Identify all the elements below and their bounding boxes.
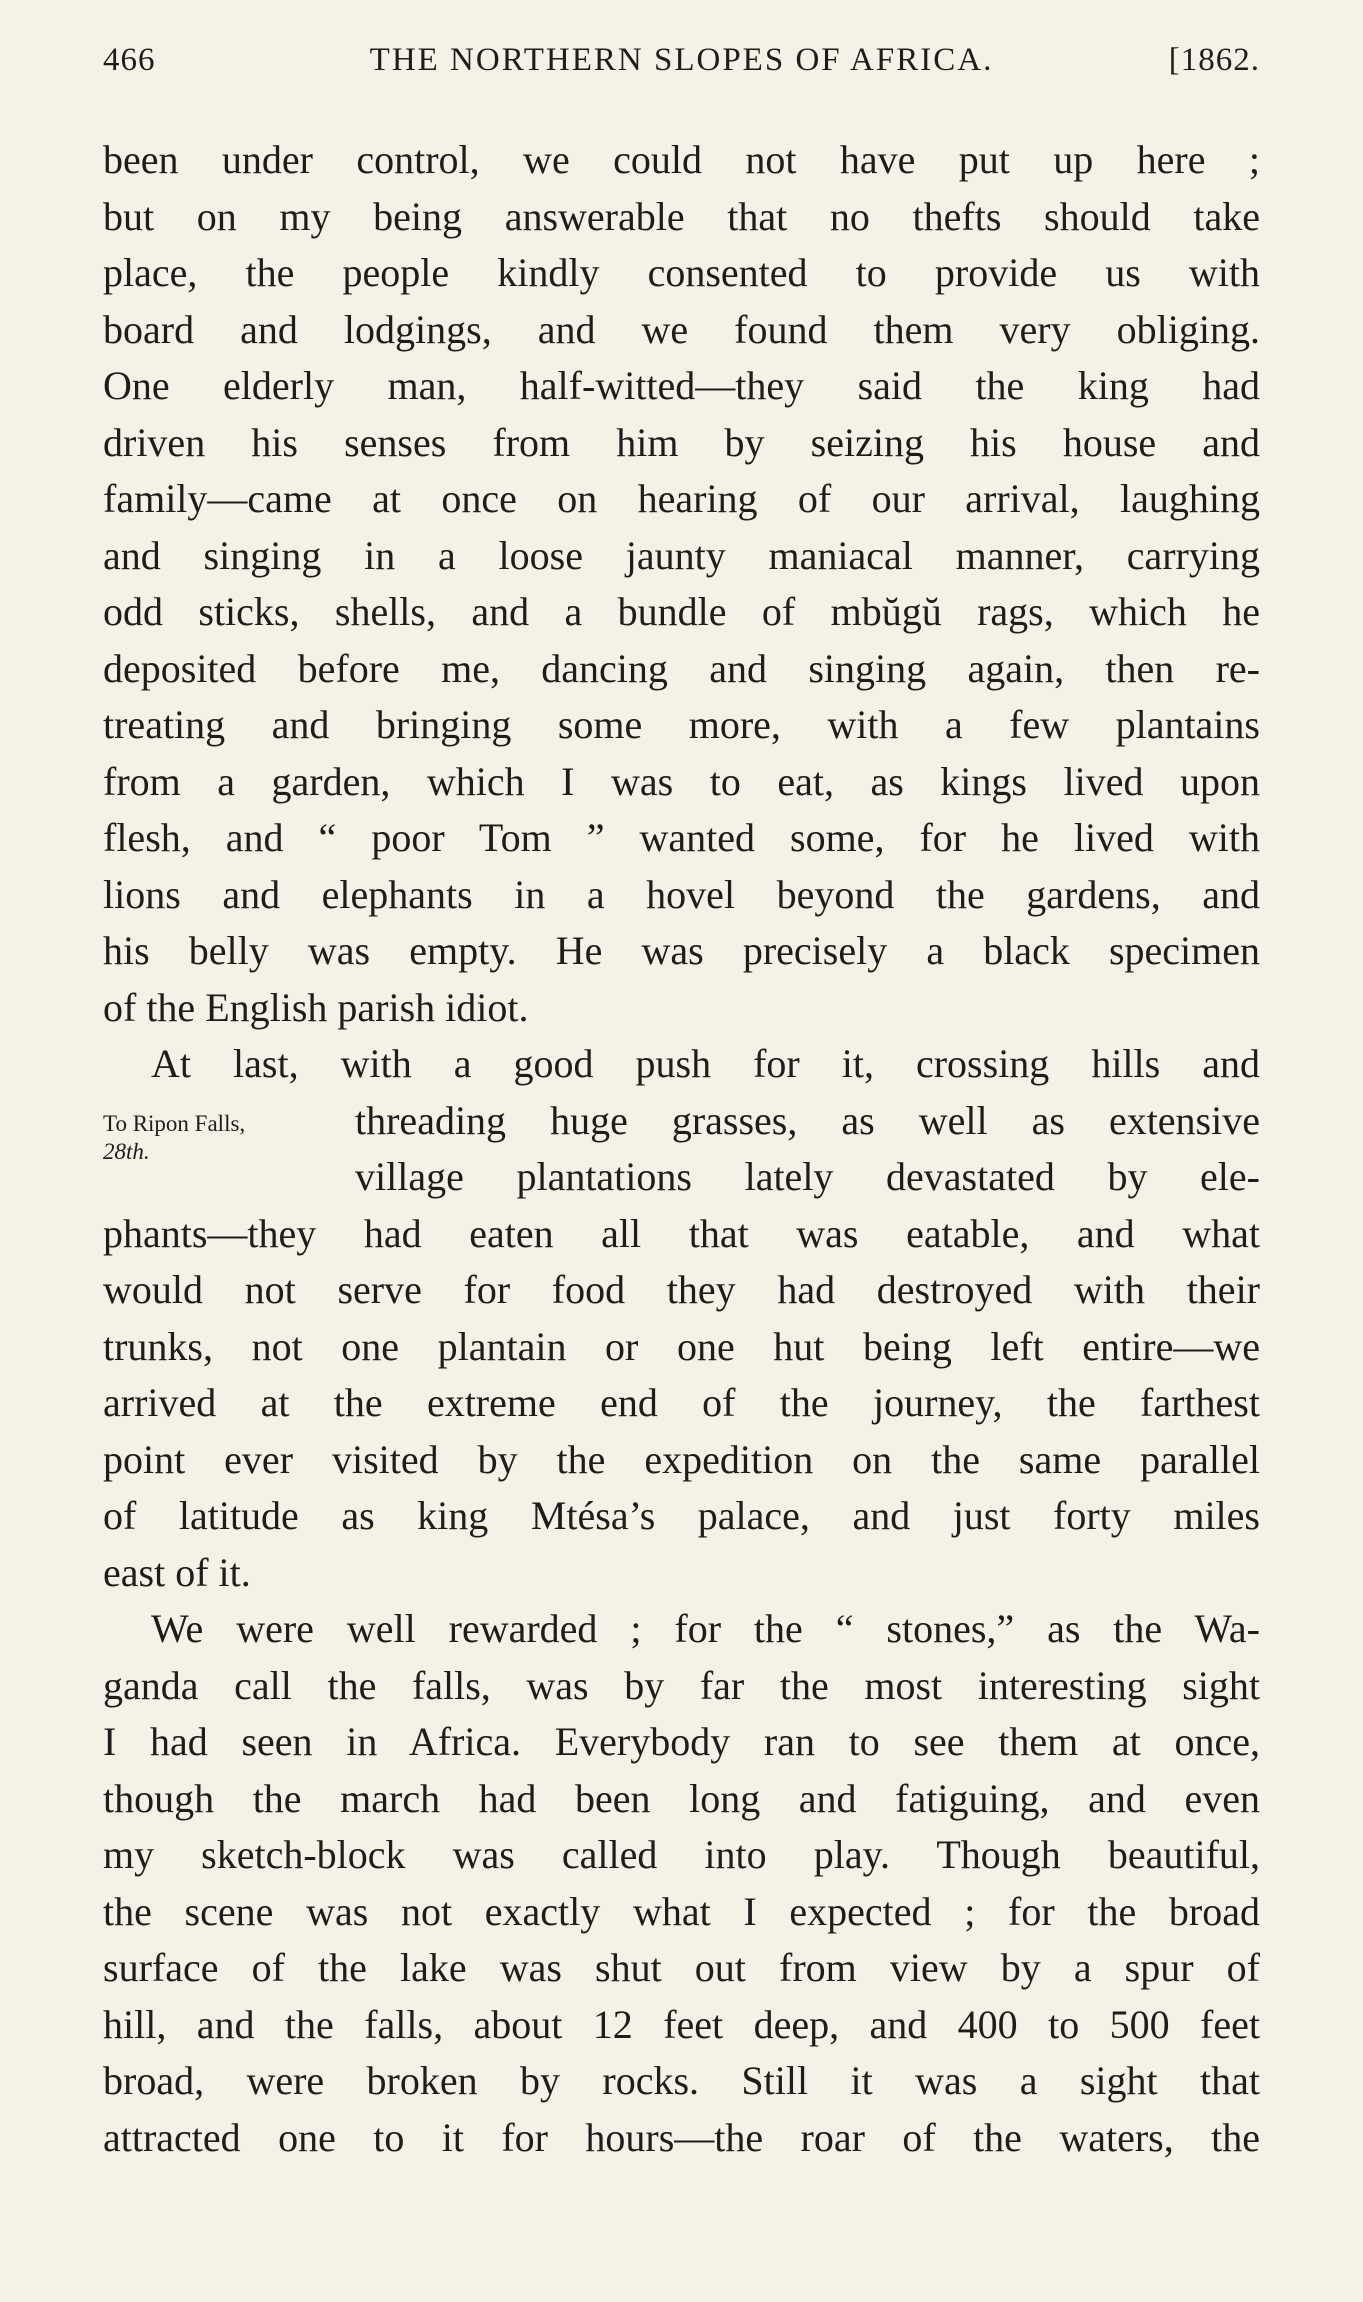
text-line: flesh, and “ poor Tom ” wanted some, for he lived with	[103, 815, 1260, 860]
text-line: surface of the lake was shut out from view by a spur of	[103, 1945, 1260, 1990]
text-line: At last, with a good push for it, crossing hills and	[151, 1041, 1260, 1086]
running-year: [1862.	[1168, 42, 1260, 78]
text-line: the scene was not exactly what I expected ; for the broad	[103, 1888, 1260, 1934]
text-line: hill, and the falls, about 12 feet deep, and 400 to 500 feet	[103, 2001, 1260, 2047]
text-line: trunks, not one plantain or one hut being left entire—we	[103, 1323, 1260, 1369]
text-line: point ever visited by the expedition on the same parallel	[103, 1436, 1260, 1482]
text-line: board and lodgings, and we found them very obliging.	[103, 306, 1260, 352]
text-line: deposited before me, dancing and singing again, then re-	[103, 645, 1260, 691]
text-line: ganda call the falls, was by far the most interesting sight	[103, 1662, 1260, 1708]
text-line: lions and elephants in a hovel beyond the gardens, and	[103, 871, 1260, 917]
text-line: but on my being answerable that no thefts should take	[103, 193, 1260, 239]
text-line: arrived at the extreme end of the journey, the farthest	[103, 1380, 1260, 1425]
text-line: odd sticks, shells, and a bundle of mbŭgŭ rags, which he	[103, 589, 1260, 634]
text-line: been under control, we could not have put up here ;	[103, 137, 1260, 182]
text-line: attracted one to it for hours—the roar of the waters, the	[103, 2114, 1260, 2160]
text-line: broad, were broken by rocks. Still it was a sight that	[103, 2058, 1260, 2103]
running-title: THE NORTHERN SLOPES OF AFRICA.	[369, 42, 994, 78]
text-line: treating and bringing some more, with a few plantains	[103, 702, 1260, 747]
text-line: threading huge grasses, as well as extensive	[355, 1097, 1260, 1143]
text-line: We were well rewarded ; for the “ stones,” as the Wa-	[151, 1606, 1260, 1651]
page-number: 466	[103, 42, 156, 78]
text-line: driven his senses from him by seizing his house and	[103, 419, 1260, 465]
text-line: and singing in a loose jaunty maniacal manner, carrying	[103, 532, 1260, 578]
running-head	[103, 42, 1260, 90]
text-line: from a garden, which I was to eat, as kings lived upon	[103, 758, 1260, 804]
text-line: One elderly man, half-witted—they said the king had	[103, 363, 1260, 408]
text-line: would not serve for food they had destroyed with their	[103, 1267, 1260, 1312]
text-line: of latitude as king Mtésa’s palace, and just forty miles	[103, 1493, 1260, 1538]
text-line: village plantations lately devastated by ele-	[355, 1154, 1260, 1199]
margin-note-date: 28th.	[103, 1139, 150, 1164]
text-line: phants—they had eaten all that was eatable, and what	[103, 1210, 1260, 1256]
margin-note-location: To Ripon Falls,	[103, 1111, 246, 1136]
text-line: of the English parish idiot.	[103, 984, 529, 1030]
body-text	[103, 132, 1260, 2166]
text-line: my sketch-block was called into play. Though beautiful,	[103, 1832, 1260, 1877]
text-line: place, the people kindly consented to provide us with	[103, 250, 1260, 295]
text-line: east of it.	[103, 1549, 251, 1595]
text-line: his belly was empty. He was precisely a black specimen	[103, 928, 1260, 973]
text-line: I had seen in Africa. Everybody ran to see them at once,	[103, 1719, 1260, 1764]
text-line: family—came at once on hearing of our arrival, laughing	[103, 476, 1260, 521]
text-line: though the march had been long and fatiguing, and even	[103, 1775, 1260, 1821]
